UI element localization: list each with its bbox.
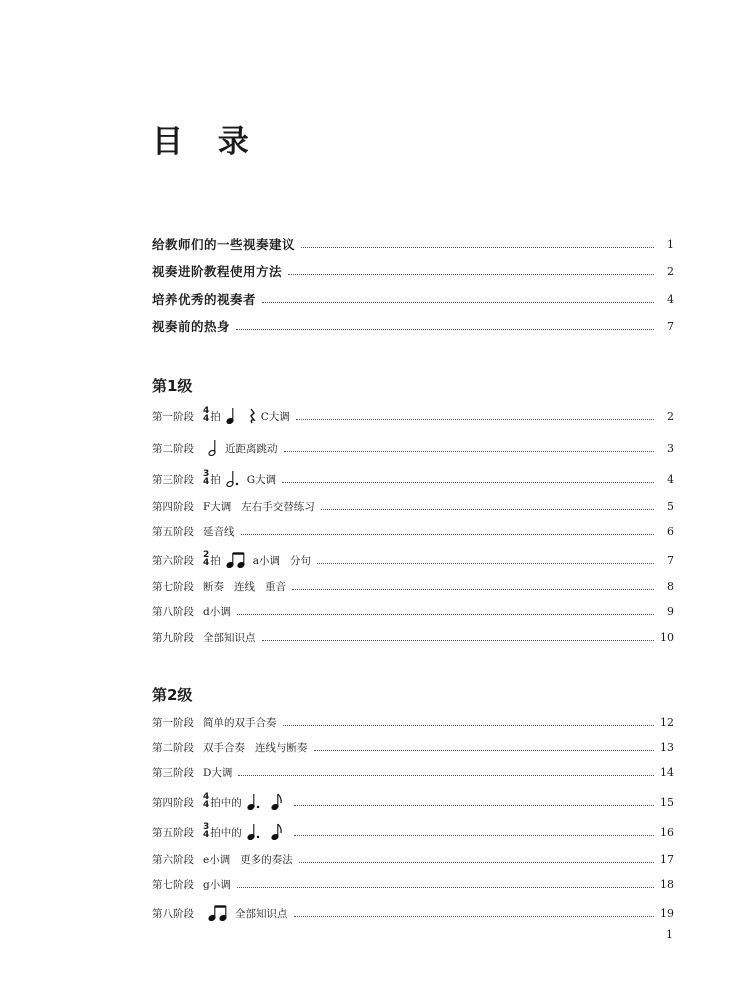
stage-label: 第七阶段 [152, 878, 194, 891]
toc-lesson-entry [152, 406, 674, 426]
toc-lesson-entry [152, 601, 674, 621]
topic-label: 双手合奏 [203, 741, 245, 754]
page-ref: 10 [660, 630, 674, 644]
entry-text: 给教师们的一些视奏建议 [152, 237, 296, 252]
entry-text [152, 407, 290, 425]
topic-label: 近距离跳动 [225, 442, 278, 455]
toc-intro-entry [152, 261, 674, 281]
toc-lesson-entry [152, 627, 674, 647]
topic-label-2: 更多的奏法 [240, 853, 293, 866]
entry-text [152, 823, 288, 841]
time-signature-top: 3 [203, 469, 210, 479]
stage-label: 第五阶段 [152, 525, 194, 538]
time-signature-top: 4 [203, 792, 210, 802]
entry-text [152, 765, 232, 780]
page-ref: 3 [667, 441, 674, 455]
beat-label: 拍 [210, 554, 221, 567]
page-ref: 14 [660, 765, 674, 779]
entry-text [152, 470, 276, 488]
time-signature-bottom: 4 [203, 558, 210, 568]
topic-label: G大调 [246, 473, 277, 486]
time-signature-bottom: 4 [203, 830, 210, 840]
topic-label: D大调 [203, 766, 233, 779]
topic-label-3: 重音 [265, 580, 286, 593]
beat-label: 拍 [210, 410, 221, 423]
page-ref: 12 [660, 715, 674, 729]
stage-label: 第五阶段 [152, 826, 194, 839]
page-ref: 7 [667, 319, 674, 333]
topic-label-2: 分句 [290, 554, 312, 567]
topic-label-2: 左右手交替练习 [241, 500, 315, 513]
entry-text [152, 793, 288, 811]
dot-leader [284, 450, 655, 452]
topic-label: 简单的双手合奏 [203, 716, 277, 729]
level-heading: 第2级 [152, 686, 193, 704]
page-ref: 16 [660, 825, 674, 839]
page-ref: 4 [667, 472, 674, 486]
page-ref: 7 [667, 553, 674, 567]
dot-leader [294, 834, 654, 836]
dot-leader [237, 886, 654, 888]
topic-label: e小调 [203, 853, 231, 866]
beamed-eighths-icon [226, 551, 248, 569]
stage-label: 第一阶段 [152, 410, 194, 423]
entry-text [152, 524, 235, 539]
time-signature [203, 470, 209, 486]
dot-leader [314, 749, 655, 751]
topic-label: 延音线 [203, 525, 235, 538]
dot-leader [238, 774, 654, 776]
stage-label: 第三阶段 [152, 766, 194, 779]
stage-label: 第四阶段 [152, 500, 194, 513]
page-ref: 8 [667, 579, 674, 593]
entry-text [152, 877, 231, 892]
entry-text: 培养优秀的视奏者 [152, 292, 257, 307]
entry-text [152, 499, 315, 514]
stage-label: 第三阶段 [152, 473, 194, 486]
page-ref: 17 [660, 852, 674, 866]
time-signature [203, 551, 209, 567]
entry-text [152, 630, 256, 645]
beat-label: 拍中的 [210, 796, 242, 809]
page-ref: 1 [667, 237, 674, 251]
toc-lesson-entry [152, 737, 674, 757]
page-ref: 13 [660, 740, 674, 754]
dot-leader [292, 588, 654, 590]
toc-intro-entry [152, 234, 674, 254]
dot-leader [262, 301, 654, 303]
dot-leader [236, 328, 654, 330]
quarter-rest-icon [248, 407, 256, 425]
dot-leader [262, 639, 655, 641]
beamed-eighths-icon [208, 904, 230, 922]
toc-lesson-entry [152, 438, 674, 458]
page-number: 1 [666, 928, 673, 941]
toc-lesson-entry [152, 792, 674, 812]
toc-lesson-entry [152, 712, 674, 732]
topic-label: 断奏 [203, 580, 224, 593]
toc-lesson-entry [152, 874, 674, 894]
stage-label: 第二阶段 [152, 741, 194, 754]
toc-lesson-entry [152, 521, 674, 541]
page-ref: 18 [660, 877, 674, 891]
dot-leader [299, 861, 654, 863]
time-signature [203, 407, 209, 423]
time-signature-bottom: 4 [203, 477, 210, 487]
toc-lesson-entry [152, 903, 674, 923]
dotted-half-note-icon [226, 470, 242, 488]
topic-label: F大调 [203, 500, 232, 513]
stage-label: 第八阶段 [152, 605, 194, 618]
entry-text [152, 740, 308, 755]
stage-label: 第二阶段 [152, 442, 194, 455]
dotted-quarter-note-icon [247, 793, 261, 811]
entry-text [152, 904, 288, 922]
toc-intro-entry [152, 316, 674, 336]
toc-intro-entry [152, 289, 674, 309]
dot-leader [321, 508, 654, 510]
stage-label: 第一阶段 [152, 716, 194, 729]
dot-leader [317, 562, 654, 564]
entry-text [152, 604, 231, 619]
page-ref: 2 [667, 264, 674, 278]
beat-label: 拍 [210, 473, 221, 486]
beat-label: 拍中的 [210, 826, 242, 839]
entry-text [152, 579, 286, 594]
time-signature [203, 823, 209, 839]
topic-label: g小调 [203, 878, 231, 891]
toc-lesson-entry [152, 496, 674, 516]
dot-leader [283, 724, 655, 726]
topic-label-2: 连线 [234, 580, 255, 593]
toc-lesson-entry [152, 849, 674, 869]
topic-label: 全部知识点 [203, 631, 256, 644]
page-ref: 9 [667, 604, 674, 618]
topic-label: 全部知识点 [235, 907, 288, 920]
stage-label: 第四阶段 [152, 796, 194, 809]
page-ref: 15 [660, 795, 674, 809]
dot-leader [237, 613, 654, 615]
dotted-quarter-note-icon [247, 823, 261, 841]
toc-lesson-entry [152, 576, 674, 596]
page-ref: 6 [667, 524, 674, 538]
page-ref: 2 [667, 409, 674, 423]
eighth-note-icon [271, 793, 283, 811]
entry-text: 视奏进阶教程使用方法 [152, 264, 283, 279]
page-title: 目 录 [152, 124, 261, 160]
entry-text [152, 551, 311, 569]
toc-lesson-entry [152, 550, 674, 570]
dot-leader [294, 915, 655, 917]
entry-text [152, 852, 293, 867]
stage-label: 第八阶段 [152, 907, 194, 920]
page-ref: 4 [667, 292, 674, 306]
eighth-note-icon [271, 823, 283, 841]
topic-label-2: 连线与断奏 [255, 741, 308, 754]
dot-leader [296, 418, 654, 420]
stage-label: 第七阶段 [152, 580, 194, 593]
time-signature-top: 4 [203, 406, 210, 416]
stage-label: 第六阶段 [152, 554, 194, 567]
page-ref: 5 [667, 499, 674, 513]
time-signature-top: 2 [203, 550, 210, 560]
quarter-note-icon [226, 407, 238, 425]
time-signature-bottom: 4 [203, 414, 210, 424]
time-signature-top: 3 [203, 822, 210, 832]
topic-label: a小调 [252, 554, 281, 567]
topic-label: C大调 [260, 410, 290, 423]
dot-leader [301, 246, 654, 248]
page-ref: 19 [660, 906, 674, 920]
topic-label: d小调 [203, 605, 231, 618]
entry-text: 视奏前的热身 [152, 319, 231, 334]
dot-leader [282, 481, 654, 483]
toc-lesson-entry [152, 469, 674, 489]
stage-label: 第六阶段 [152, 853, 194, 866]
stage-label: 第九阶段 [152, 631, 194, 644]
entry-text [152, 439, 278, 457]
level-heading: 第1级 [152, 377, 193, 395]
toc-lesson-entry [152, 822, 674, 842]
dot-leader [294, 804, 654, 806]
time-signature [203, 793, 209, 809]
dot-leader [241, 533, 655, 535]
entry-text [152, 715, 277, 730]
dot-leader [288, 273, 654, 275]
time-signature-bottom: 4 [203, 800, 210, 810]
half-note-icon [208, 439, 220, 457]
toc-lesson-entry [152, 762, 674, 782]
